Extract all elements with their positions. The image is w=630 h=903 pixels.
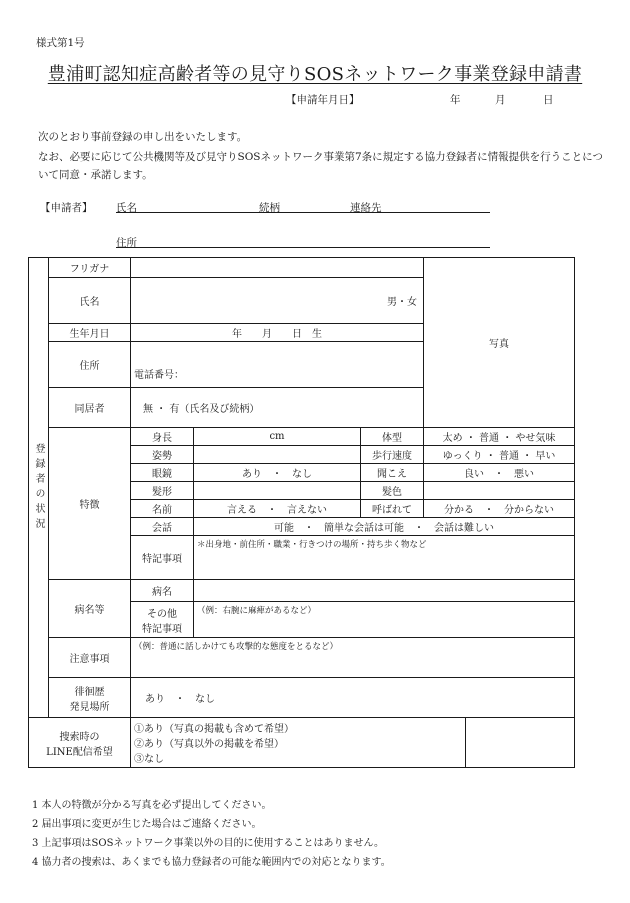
- furigana-label: フリガナ: [49, 258, 131, 278]
- hair-color-field[interactable]: [424, 482, 575, 500]
- features-label: 特徴: [49, 428, 131, 580]
- date-year: 年: [450, 94, 461, 106]
- phone-label: 電話番号：: [134, 370, 184, 381]
- birth-field[interactable]: 年 月 日 生: [131, 324, 424, 342]
- address-field[interactable]: [131, 342, 424, 388]
- glasses-options[interactable]: あり ・ なし: [194, 464, 361, 482]
- cohabitant-label: 同居者: [49, 388, 131, 428]
- date-day: 日: [543, 94, 554, 106]
- page-title: 豊浦町認知症高齢者等の見守りSOSネットワーク事業登録申請書: [47, 64, 583, 85]
- name-label: 氏名: [49, 278, 131, 324]
- applicant-name-line[interactable]: [116, 200, 490, 213]
- walk-speed-options[interactable]: ゆっくり ・ 普通 ・ 早い: [424, 446, 575, 464]
- hair-style-field[interactable]: [194, 482, 361, 500]
- applicant-address-label: 住所: [116, 237, 137, 249]
- conversation-options[interactable]: 可能 ・ 簡単な会話は可能 ・ 会話は難しい: [194, 518, 575, 536]
- wander-options[interactable]: あり ・ なし: [131, 678, 575, 718]
- line-label: 捜索時の LINE配信希望: [29, 718, 131, 768]
- note-item: 3 上記事項はSOSネットワーク事業以外の目的に使用することはありません。: [32, 838, 385, 849]
- gender-option[interactable]: 男・女: [387, 297, 418, 308]
- date-label: 【申請年月日】: [286, 94, 360, 106]
- disease-label: 病名等: [49, 580, 131, 638]
- form-number: 様式第1号: [36, 37, 85, 49]
- height-label: 身長: [131, 428, 194, 446]
- called-options[interactable]: 分かる ・ 分からない: [424, 500, 575, 518]
- line-option-1[interactable]: ①あり（写真の掲載も含めて希望）: [134, 724, 294, 735]
- applicant-address-line[interactable]: [116, 235, 490, 248]
- photo-label: 写真: [489, 339, 510, 350]
- intro-line-2: なお、必要に応じて公共機関等及び見守りSOSネットワーク事業第7条に規定する協力登録者に情報提供を行うことについて同意・承諾します。: [38, 151, 603, 181]
- build-options[interactable]: 太め ・ 普通 ・ やせ気味: [424, 428, 575, 446]
- applicant-name-label: 氏名: [116, 202, 137, 214]
- caution-field[interactable]: （例：普通に話しかけても攻撃的な態度をとるなど）: [131, 638, 575, 678]
- note-item: 4 協力者の捜索は、あくまでも協力登録者の可能な範囲内での対応となります。: [32, 857, 391, 868]
- photo-box[interactable]: [424, 258, 575, 428]
- applicant-contact-label: 連絡先: [350, 202, 382, 214]
- own-name-options[interactable]: 言える ・ 言えない: [194, 500, 361, 518]
- height-field[interactable]: cm: [194, 428, 361, 446]
- wander-label: 徘徊歴 発見場所: [49, 678, 131, 718]
- address-label: 住所: [49, 342, 131, 388]
- line-option-2[interactable]: ②あり（写真以外の掲載を希望）: [134, 739, 284, 750]
- disease-name-label: 病名: [131, 580, 194, 602]
- other-notes-field[interactable]: （例：右腕に麻痺があるなど）: [194, 602, 575, 638]
- birth-label: 生年月日: [49, 324, 131, 342]
- registrant-table: [28, 257, 575, 768]
- line-option-3[interactable]: ③なし: [134, 754, 164, 765]
- hearing-options[interactable]: 良い ・ 悪い: [424, 464, 575, 482]
- applicant-label: 【申請者】: [40, 202, 93, 214]
- walk-speed-label: 歩行速度: [361, 446, 424, 464]
- disease-name-field[interactable]: [194, 580, 575, 602]
- posture-field[interactable]: [194, 446, 361, 464]
- conversation-label: 会話: [131, 518, 194, 536]
- called-label: 呼ばれて: [361, 500, 424, 518]
- section-label: 登録者の状況: [29, 258, 49, 718]
- special-notes-field[interactable]: ＊出身地・前住所・職業・行きつけの場所・持ち歩く物など: [194, 536, 575, 580]
- own-name-label: 名前: [131, 500, 194, 518]
- hair-color-label: 髪色: [361, 482, 424, 500]
- note-item: 2 届出事項に変更が生じた場合はご連絡ください。: [32, 819, 262, 830]
- hair-style-label: 髪形: [131, 482, 194, 500]
- name-field[interactable]: [131, 278, 424, 324]
- line-choice-field[interactable]: [466, 718, 575, 768]
- line-options[interactable]: [131, 718, 466, 768]
- caution-label: 注意事項: [49, 638, 131, 678]
- note-item: 1 本人の特徴が分かる写真を必ず提出してください。: [32, 800, 272, 811]
- cohabitant-field[interactable]: 無 ・ 有（氏名及び続柄）: [131, 388, 424, 428]
- notes-list: [32, 796, 391, 872]
- intro-line-1: 次のとおり事前登録の申し出をいたします。: [38, 131, 248, 143]
- hearing-label: 聞こえ: [361, 464, 424, 482]
- other-notes-label: その他 特記事項: [131, 602, 194, 638]
- furigana-field[interactable]: [131, 258, 424, 278]
- date-month: 月: [495, 94, 506, 106]
- applicant-relation-label: 続柄: [259, 202, 280, 214]
- posture-label: 姿勢: [131, 446, 194, 464]
- special-notes-label: 特記事項: [131, 536, 194, 580]
- glasses-label: 眼鏡: [131, 464, 194, 482]
- build-label: 体型: [361, 428, 424, 446]
